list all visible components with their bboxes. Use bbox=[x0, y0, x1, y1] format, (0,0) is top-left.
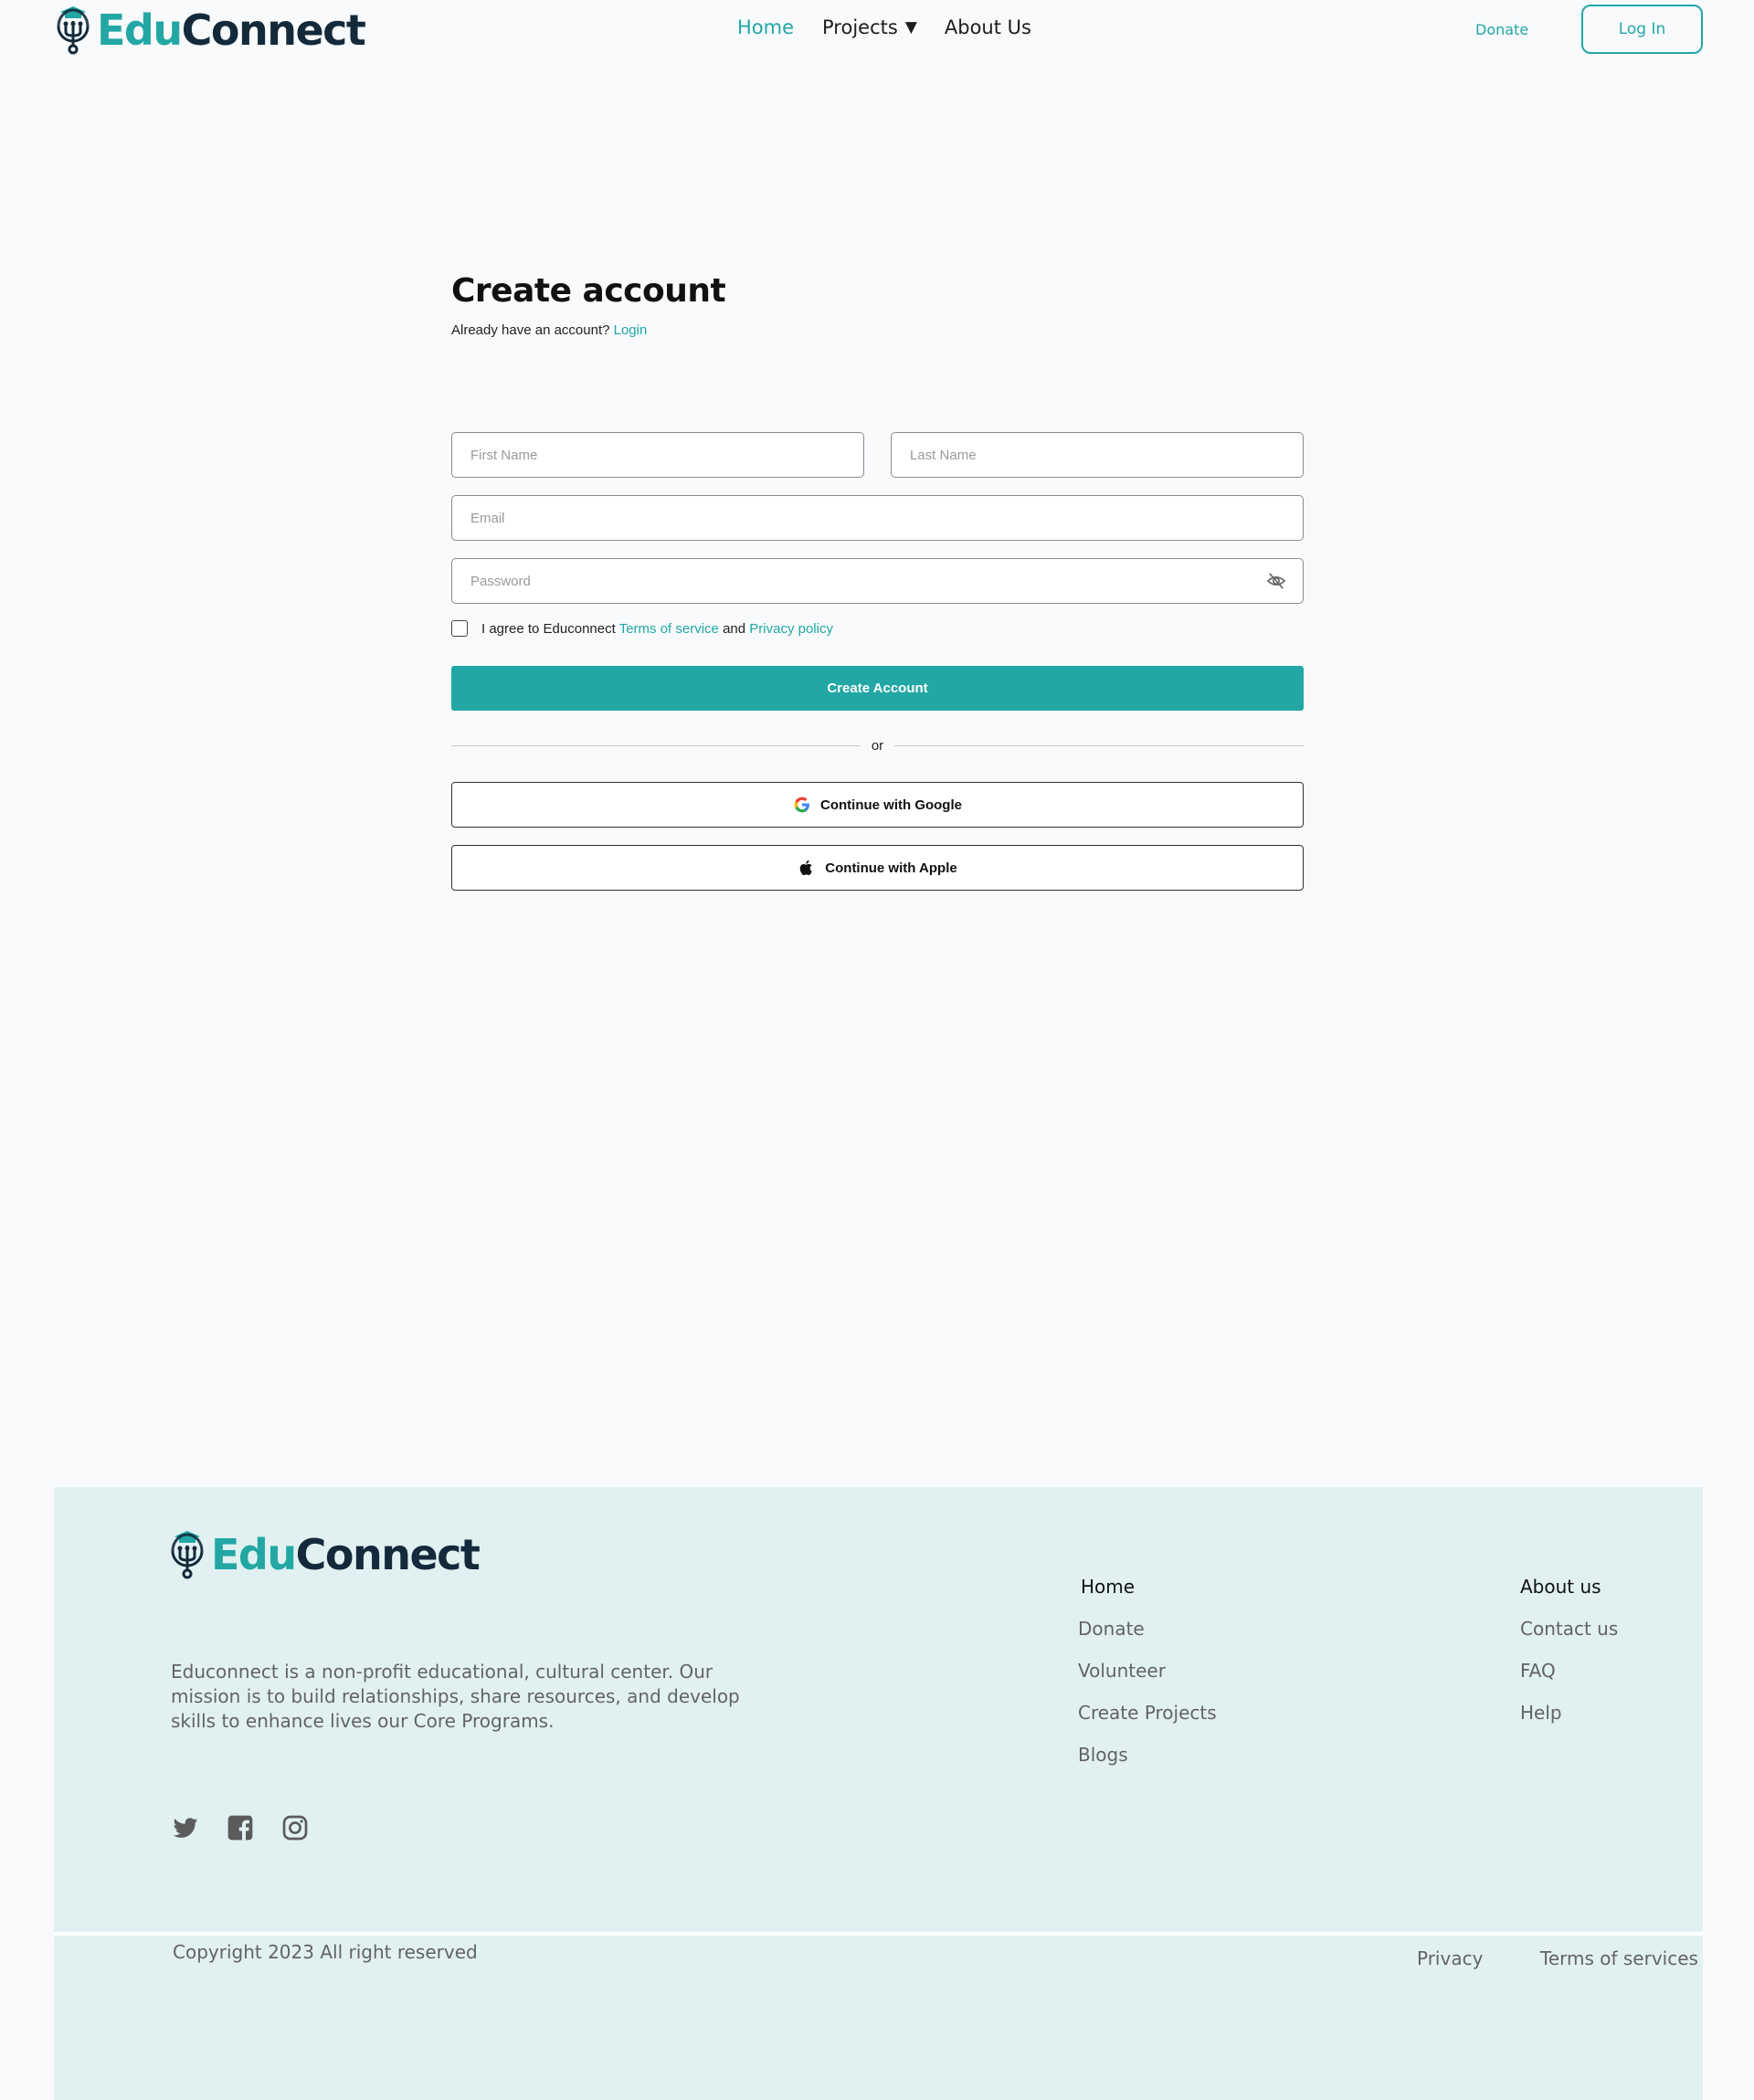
brand-logo[interactable] bbox=[55, 4, 365, 57]
agree-and: and bbox=[723, 620, 746, 637]
logo-wordmark: EduConnect bbox=[97, 5, 365, 55]
logo-icon bbox=[169, 1529, 206, 1580]
footer bbox=[54, 1487, 1703, 2100]
email-field bbox=[451, 495, 1304, 541]
footer-column-about bbox=[1520, 1576, 1618, 1744]
footer-link-donate[interactable]: Donate bbox=[1078, 1618, 1145, 1640]
privacy-policy-link[interactable]: Privacy policy bbox=[749, 620, 833, 637]
footer-description: Educonnect is a non-profit educational, cultural center. Our mission is to build relationships, share resources, and develop skills to enhance lives our Core Programs. bbox=[171, 1661, 740, 1732]
footer-brand-logo[interactable] bbox=[169, 1528, 479, 1581]
divider-line-left bbox=[451, 745, 861, 746]
login-prompt-text: Already have an account? bbox=[451, 322, 610, 338]
copyright-text: Copyright 2023 All right reserved bbox=[173, 1941, 478, 1963]
or-divider bbox=[451, 736, 1304, 755]
main-nav bbox=[737, 16, 1031, 38]
footer-link-faq[interactable]: FAQ bbox=[1520, 1660, 1556, 1682]
google-icon bbox=[793, 796, 811, 814]
apple-button-label: Continue with Apple bbox=[825, 860, 957, 876]
nav-about-us[interactable]: About Us bbox=[944, 16, 1031, 38]
login-button[interactable]: Log In bbox=[1581, 5, 1703, 54]
footer-link-contact-us[interactable]: Contact us bbox=[1520, 1618, 1619, 1640]
footer-separator bbox=[54, 1932, 1703, 1936]
nav-home[interactable]: Home bbox=[737, 16, 795, 38]
footer-link-home[interactable]: Home bbox=[1081, 1576, 1136, 1598]
logo-wordmark: EduConnect bbox=[211, 1530, 480, 1579]
footer-link-about-us[interactable]: About us bbox=[1520, 1576, 1601, 1598]
instagram-icon[interactable] bbox=[280, 1813, 310, 1842]
eye-off-icon[interactable] bbox=[1266, 572, 1286, 590]
login-prompt bbox=[451, 322, 647, 338]
agree-prefix: I agree to Educonnect bbox=[481, 620, 616, 637]
terms-checkbox[interactable] bbox=[451, 620, 468, 637]
social-links bbox=[171, 1813, 335, 1842]
password-field bbox=[451, 558, 1304, 604]
page-title: Create account bbox=[451, 272, 726, 310]
continue-with-apple-button[interactable] bbox=[451, 845, 1304, 891]
nav-projects-label: Projects bbox=[822, 16, 898, 38]
login-link[interactable]: Login bbox=[613, 322, 648, 338]
footer-link-volunteer[interactable]: Volunteer bbox=[1078, 1660, 1166, 1682]
twitter-icon[interactable] bbox=[171, 1813, 200, 1842]
divider-line-right bbox=[894, 745, 1304, 746]
nav-projects[interactable] bbox=[822, 16, 917, 38]
footer-link-create-projects[interactable]: Create Projects bbox=[1078, 1702, 1217, 1724]
footer-link-blogs[interactable]: Blogs bbox=[1078, 1744, 1128, 1766]
facebook-icon[interactable] bbox=[226, 1813, 255, 1842]
logo-icon bbox=[55, 5, 91, 56]
continue-with-google-button[interactable] bbox=[451, 782, 1304, 828]
password-input[interactable] bbox=[452, 559, 1303, 603]
footer-privacy-link[interactable]: Privacy bbox=[1417, 1947, 1484, 1969]
email-input[interactable] bbox=[452, 496, 1303, 540]
last-name-field bbox=[891, 432, 1304, 478]
create-account-button[interactable]: Create Account bbox=[451, 666, 1304, 711]
google-button-label: Continue with Google bbox=[820, 797, 962, 813]
footer-link-help[interactable]: Help bbox=[1520, 1702, 1562, 1724]
last-name-input[interactable] bbox=[892, 433, 1303, 477]
terms-agreement-text bbox=[481, 621, 833, 637]
first-name-field bbox=[451, 432, 864, 478]
terms-agreement bbox=[451, 620, 833, 637]
top-navbar bbox=[0, 0, 1754, 60]
terms-of-service-link[interactable]: Terms of service bbox=[618, 620, 719, 637]
footer-terms-link[interactable]: Terms of services bbox=[1540, 1947, 1698, 1969]
footer-column-home bbox=[1078, 1576, 1217, 1786]
apple-icon bbox=[798, 859, 816, 877]
caret-down-icon: ▼ bbox=[904, 18, 917, 37]
divider-text: or bbox=[871, 737, 884, 754]
donate-link[interactable]: Donate bbox=[1475, 21, 1529, 38]
first-name-input[interactable] bbox=[452, 433, 863, 477]
